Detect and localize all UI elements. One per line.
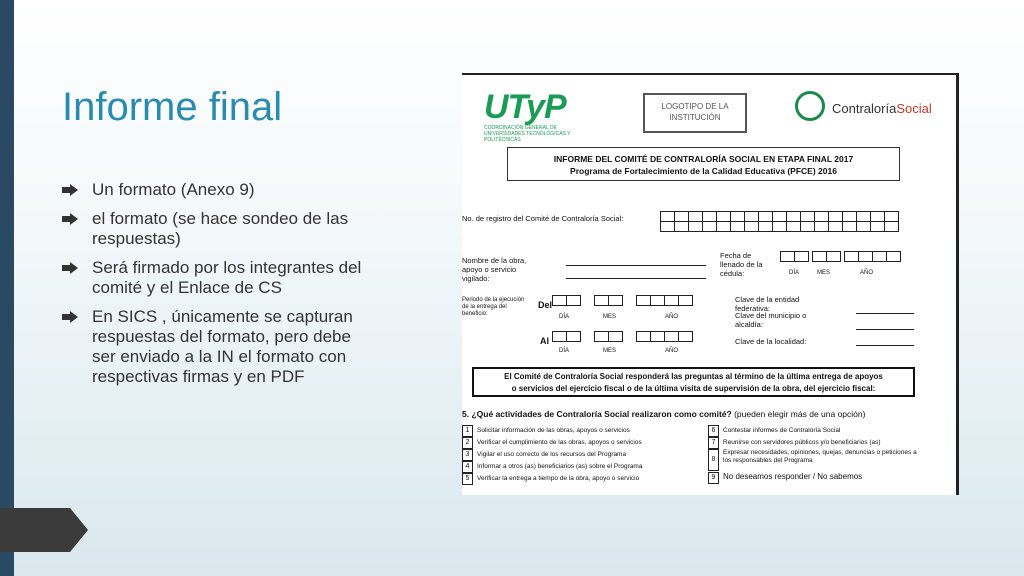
option-item: 3 Vigilar el uso correcto de los recursos del Programa [462,449,626,461]
al-date-boxes [552,331,692,342]
fecha-mes-label: MES [817,270,831,276]
bullet-text: el formato (se hace sondeo de las respuestas) [92,209,349,248]
form-document-image [462,73,959,495]
utp-logo-subtitle: COORDINACIÓN GENERAL DE UNIVERSIDADES TECNOLÓGICAS Y POLITÉCNICAS [484,125,571,143]
option-item: 9 No deseamos responder / No sabemos [708,471,862,484]
fecha-dia-label: DÍA [789,270,800,276]
option-item: 8 Expresar necesidades, opiniones, quejas, denuncias o peticiones a los responsables del Programa [708,449,918,471]
fecha-boxes [780,251,900,262]
form-header-line2: Programa de Fortalecimiento de la Calidad Educativa (PFCE) 2016 [570,166,837,176]
clave-localidad-line [856,345,914,346]
bullet-item [62,209,362,249]
clave-entidad-label: Clave de la entidad federativa: [735,295,800,313]
bullet-text: Un formato (Anexo 9) [92,180,255,199]
al-dia-label: DÍA [559,348,570,354]
bullet-item [62,180,362,200]
notice-box [472,367,915,397]
form-header-line1: INFORME DEL COMITÉ DE CONTRALORÍA SOCIAL EN ETAPA FINAL 2017 [553,154,854,164]
option-item: 7 Reunirse con servidores públicos y/o beneficiarios (as) [708,437,881,449]
arrow-bullet-icon [62,311,78,323]
utp-logo-text: UTyP [484,88,566,126]
al-anio-label: AÑO [665,348,679,354]
periodo-label: Periodo de la ejecución de la entrega del beneficio: [462,297,525,317]
registro-label: No. de registro del Comité de Contraloría Social: [462,214,624,223]
notice-line1: El Comité de Contraloría Social responderá las preguntas al término de la última entrega de apoyos [504,372,883,381]
clave-municipio-line [856,329,914,330]
arrow-bullet-icon [62,184,78,196]
clave-municipio-label: Clave del municipio o alcaldía: [735,311,807,329]
contraloria-logo-text: ContraloríaSocial [832,101,932,116]
option-item: 6 Contestar informes de Contraloría Social [708,425,840,437]
del-mes-label: MES [603,314,617,320]
contraloria-emblem-icon [795,91,825,121]
option-item: 4 Informar a otros (as) beneficiarios (as) sobre el Programa [462,461,642,473]
contraloria-social-logo [795,89,935,131]
registro-boxes-row2 [660,221,898,232]
question-5-title: 5. ¿Qué actividades de Contraloría Social realizaron como comité? (pueden elegir más de una opción) [462,409,866,419]
arrow-bullet-icon [62,262,78,274]
form-header [507,147,900,181]
del-dia-label: DÍA [559,314,570,320]
fecha-label: Fecha de llenado de la cédula: [720,251,763,278]
arrow-bullet-icon [62,213,78,225]
al-mes-label: MES [603,348,617,354]
notice-line2: o servicios del ejercicio fiscal o de la última visita de supervisión de la obra, del ejercicio fiscal: [511,384,876,393]
clave-entidad-line [856,313,914,314]
obra-label: Nombre de la obra, apoyo o servicio vigilado: [462,256,527,283]
clave-localidad-label: Clave de la localidad: [735,337,807,346]
bullet-list [62,180,362,396]
al-label: Al [540,336,549,346]
option-item: 2 Verificar el cumplimiento de las obras, apoyos o servicios [462,437,642,449]
option-item: 5 Verificar la entrega a tiempo de la obra, apoyo o servicio [462,473,639,485]
bullet-item [62,307,362,387]
del-date-boxes [552,295,692,306]
option-item: 1 Solicitar información de las obras, apoyos o servicios [462,425,630,437]
bullet-text: En SICS , únicamente se capturan respuestas del formato, pero debe ser enviado a la IN el formato con respectivas firmas y en PDF [92,307,353,386]
obra-line [566,265,706,266]
corner-arrow-decoration [0,508,88,552]
obra-line [566,278,706,279]
fecha-anio-label: AÑO [860,270,874,276]
del-label: Del [538,300,553,310]
utp-logo [484,88,594,143]
bullet-item [62,258,362,298]
slide-title: Informe final [62,84,283,129]
del-anio-label: AÑO [665,314,679,320]
left-accent-bar [0,0,14,576]
bullet-text: Será firmado por los integrantes del comité y el Enlace de CS [92,258,362,297]
institution-logo-placeholder: LOGOTIPO DE LA INSTITUCIÓN [643,93,747,133]
